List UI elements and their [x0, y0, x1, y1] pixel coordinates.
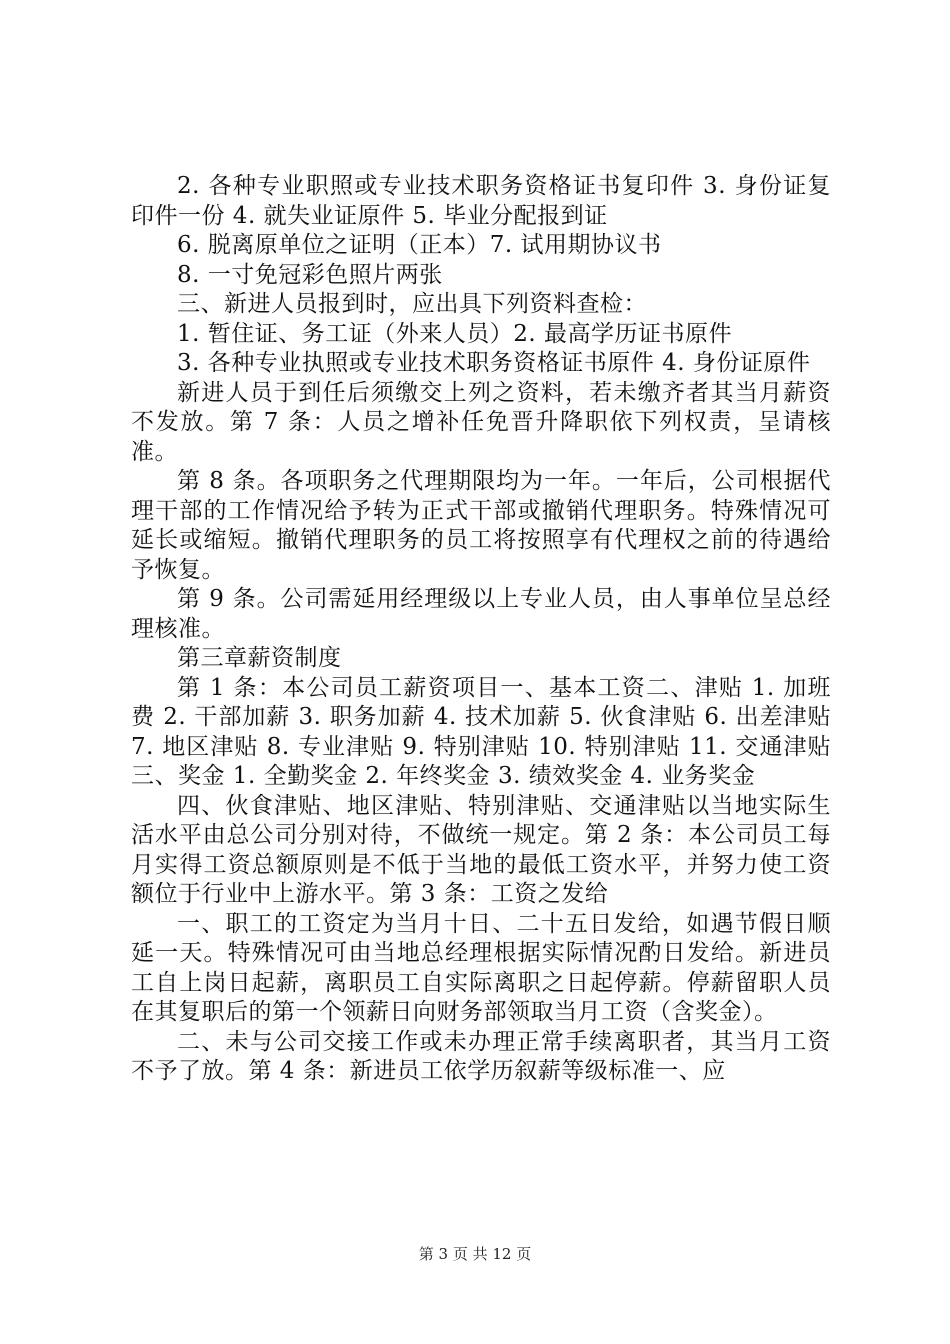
paragraph-11: 第 1 条：本公司员工薪资项目一、基本工资二、津贴 1. 加班费 2. 干部加薪 3. 职务加薪 4. 技术加薪 5. 伙食津贴 6. 出差津贴 7. 地区津贴 8. 专业津贴 9. 特别津贴 10. 特别津贴 11. 交通津贴三、奖金 1. 全勤奖金 2. 年终奖金 3. 绩效奖金 4. 业务奖金 [131, 674, 831, 789]
chapter-heading: 第三章薪资制度 [177, 645, 342, 671]
paragraph-14: 二、未与公司交接工作或未办理正常手续离职者，其当月工资不予了放。第 4 条：新进员工依学历叙薪等级标准一、应 [131, 1028, 831, 1084]
paragraph-9: 第 9 条。公司需延用经理级以上专业人员，由人事单位呈总经理核准。 [131, 586, 831, 642]
paragraph-3: 8. 一寸免冠彩色照片两张 [177, 261, 443, 288]
paragraph-2: 6. 脱离原单位之证明（正本）7. 试用期协议书 [177, 232, 662, 258]
document-body [131, 172, 831, 1087]
paragraph-13: 一、职工的工资定为当月十日、二十五日发给，如遇节假日顺延一天。特殊情况可由当地总经理根据实际情况酌日发给。新进员工自上岗日起薪，离职员工自实际离职之日起停薪。停薪留职人员在其复职后的第一个领薪日向财务部领取当月工资（含奖金）。 [131, 910, 831, 1025]
paragraph-12: 四、伙食津贴、地区津贴、特别津贴、交通津贴以当地实际生活水平由总公司分别对待，不做统一规定。第 2 条：本公司员工每月实得工资总额原则是不低于当地的最低工资水平，并努力使工资额位于行业中上游水平。第 3 条：工资之发给 [131, 792, 831, 907]
page-number-footer: 第 3 页 共 12 页 [418, 1245, 532, 1263]
paragraph-5: 1. 暂住证、务工证（外来人员）2. 最高学历证书原件 [177, 320, 733, 347]
paragraph-1: 2. 各种专业职照或专业技术职务资格证书复印件 3. 身份证复印件一份 4. 就失业证原件 5. 毕业分配报到证 [131, 173, 831, 229]
paragraph-7: 新进人员于到任后须缴交上列之资料，若未缴齐者其当月薪资不发放。第 7 条：人员之增补任免晋升降职依下列权责，呈请核准。 [131, 379, 831, 465]
paragraph-8: 第 8 条。各项职务之代理期限均为一年。一年后，公司根据代理干部的工作情况给予转为正式干部或撤销代理职务。特殊情况可延长或缩短。撤销代理职务的员工将按照享有代理权之前的待遇给予恢复。 [131, 468, 831, 583]
paragraph-6: 3. 各种专业执照或专业技术职务资格证书原件 4. 身份证原件 [177, 350, 811, 376]
paragraph-4: 三、新进人员报到时，应出具下列资料查检： [177, 291, 647, 317]
